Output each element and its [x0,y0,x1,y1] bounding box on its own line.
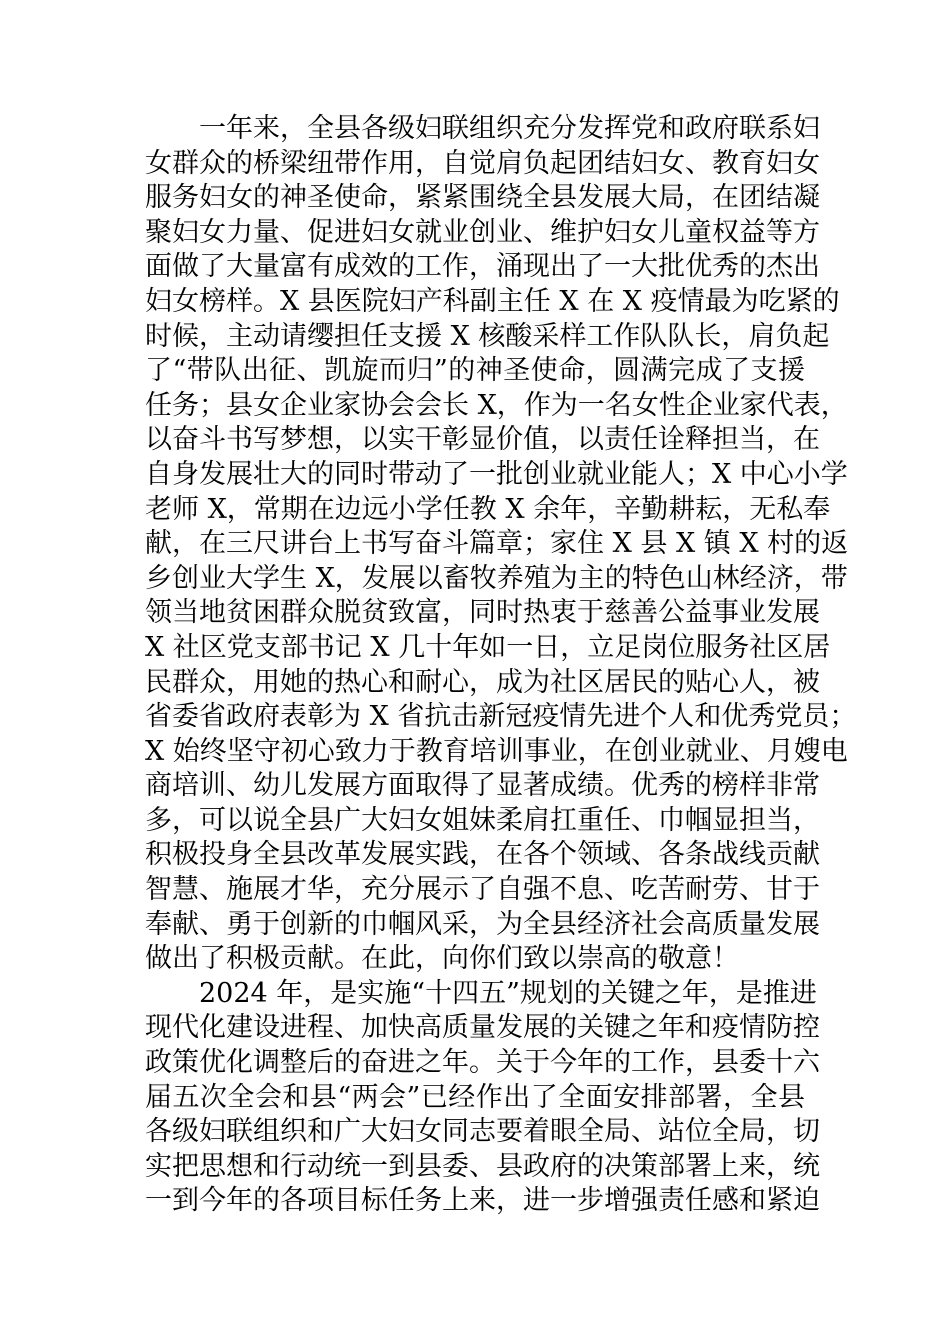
paragraph-line: 老师 X，常期在边远小学任教 X 余年，辛勤耕耘，无私奉 [145,493,831,525]
paragraph-line: 奉献、勇于创新的巾帼风采，为全县经济社会高质量发展 [145,908,820,940]
paragraph-2 [145,977,820,1219]
paragraph-line: 政策优化调整后的奋进之年。关于今年的工作，县委十六 [145,1047,820,1079]
paragraph-line: 各级妇联组织和广大妇女同志要着眼全局、站位全局，切 [145,1116,820,1148]
paragraph-line: 时候，主动请缨担任支援 X 核酸采样工作队队长，肩负起 [145,320,830,352]
document-body [145,112,857,1219]
paragraph-line: 省委省政府表彰为 X 省抗击新冠疫情先进个人和优秀党员； [145,701,857,733]
paragraph-line: 面做了大量富有成效的工作，涌现出了一大批优秀的杰出 [145,251,820,283]
paragraph-line: 做出了积极贡献。在此，向你们致以崇高的敬意！ [145,943,739,975]
paragraph-line: 以奋斗书写梦想，以实干彰显价值，以责任诠释担当，在 [145,424,820,456]
paragraph-line: X 社区党支部书记 X 几十年如一日，立足岗位服务社区居 [145,631,831,663]
paragraph-line: 妇女榜样。X 县医院妇产科副主任 X 在 X 疫情最为吃紧的 [145,285,840,317]
paragraph-line: 了“带队出征、凯旋而归”的神圣使命，圆满完成了支援 [145,355,805,387]
paragraph-line: 多，可以说全县广大妇女姐妹柔肩扛重任、巾帼显担当， [145,804,820,836]
paragraph-line: 商培训、幼儿发展方面取得了显著成绩。优秀的榜样非常 [145,770,820,802]
paragraph-line: 智慧、施展才华，充分展示了自强不息、吃苦耐劳、甘于 [145,874,820,906]
paragraph-line: 一到今年的各项目标任务上来，进一步增强责任感和紧迫 [145,1185,820,1217]
paragraph-line: 一年来，全县各级妇联组织充分发挥党和政府联系妇 [199,113,820,144]
paragraph-line: 任务；县女企业家协会会长 X，作为一名女性企业家代表， [145,389,848,421]
paragraph-1 [145,112,857,977]
paragraph-line: X 始终坚守初心致力于教育培训事业，在创业就业、月嫂电 [145,735,848,767]
paragraph-line: 聚妇女力量、促进妇女就业创业、维护妇女儿童权益等方 [145,216,820,248]
paragraph-line: 积极投身全县改革发展实践，在各个领域、各条战线贡献 [145,839,820,871]
paragraph-line: 领当地贫困群众脱贫致富，同时热衷于慈善公益事业发展 [145,597,820,629]
paragraph-line: 献，在三尺讲台上书写奋斗篇章；家住 X 县 X 镇 X 村的返 [145,528,849,560]
paragraph-line: 现代化建设进程、加快高质量发展的关键之年和疫情防控 [145,1012,820,1044]
paragraph-line: 届五次全会和县“两会”已经作出了全面安排部署，全县 [145,1081,805,1113]
paragraph-line: 2024 年，是实施“十四五”规划的关键之年，是推进 [199,977,817,1009]
paragraph-line: 民群众，用她的热心和耐心，成为社区居民的贴心人，被 [145,666,820,698]
paragraph-line: 乡创业大学生 X，发展以畜牧养殖为主的特色山林经济，带 [145,562,848,594]
paragraph-line: 自身发展壮大的同时带动了一批创业就业能人；X 中心小学 [145,458,848,490]
paragraph-line: 服务妇女的神圣使命，紧紧围绕全县发展大局，在团结凝 [145,182,820,214]
paragraph-line: 实把思想和行动统一到县委、县政府的决策部署上来，统 [145,1150,820,1182]
paragraph-line: 女群众的桥梁纽带作用，自觉肩负起团结妇女、教育妇女 [145,147,820,179]
